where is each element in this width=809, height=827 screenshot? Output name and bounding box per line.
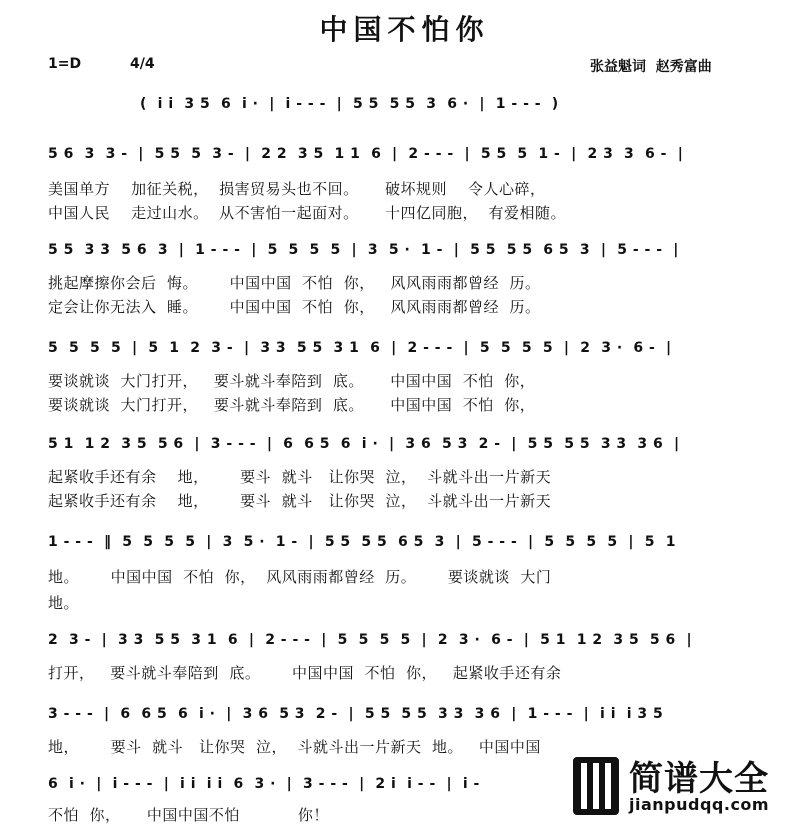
lyrics-line-5-verse-2: 地。 <box>48 594 80 612</box>
lyrics-line-1-verse-1: 美国单方 加征关税， 损害贸易头也不回。 破坏规则 令人心碎， <box>48 180 546 198</box>
watermark-brand: 简谱大全 <box>629 759 769 799</box>
credits: 张益魁词 赵秀富曲 <box>590 59 712 75</box>
piano-keys-icon <box>573 757 619 815</box>
lyrics-line-3-verse-1: 要谈就谈 大门打开， 要斗就斗奉陪到 底。 中国中国 不怕 你， <box>48 372 536 390</box>
lyrics-line-2-verse-2: 定会让你无法入 睡。 中国中国 不怕 你， 风风雨雨都曾经 历。 <box>48 298 541 316</box>
lyrics-line-2-verse-1: 挑起摩擦你会后 悔。 中国中国 不怕 你， 风风雨雨都曾经 历。 <box>48 274 541 292</box>
lyrics-line-5-verse-1: 地。 中国中国 不怕 你， 风风雨雨都曾经 历。 要谈就谈 大门 <box>48 568 552 586</box>
key-signature: 1=D <box>48 56 82 72</box>
notes-line-3: 5 5 5 5 | 5 1 2 3 - | 3 3 5 5 3 1 6 | 2 - - - | 5 5 5 5 | 2 3 · 6 - | <box>48 340 672 356</box>
notes-line-5: 1 - - - ‖ 5 5 5 5 | 3 5 · 1 - | 5 5 5 5 6 5 3 | 5 - - - | 5 5 5 5 | 5 1 <box>48 534 676 550</box>
notes-line-1: 5 6 3 3 - | 5 5 5 3 - | 2 2 3 5 1 1 6 | 2 - - - | 5 5 5 1 - | 2 3 3 6 - | <box>48 146 684 162</box>
lyrics-line-6: 打开， 要斗就斗奉陪到 底。 中国中国 不怕 你， 起紧收手还有余 <box>48 664 562 682</box>
song-title: 中国不怕你 <box>319 13 490 46</box>
time-signature: 4/4 <box>130 56 155 72</box>
watermark-url: jianpudqq.com <box>629 795 770 814</box>
lyrics-line-4-verse-2: 起紧收手还有余 地， 要斗 就斗 让你哭 泣， 斗就斗出一片新天 <box>48 492 552 510</box>
lyrics-line-4-verse-1: 起紧收手还有余 地， 要斗 就斗 让你哭 泣， 斗就斗出一片新天 <box>48 468 552 486</box>
notes-line-8: 6 i · | i - - - | i i i i 6 3 · | 3 - - - | 2 i i - - | i - <box>48 776 480 792</box>
intro-notes: ( i i 3 5 6 i · | i - - - | 5 5 5 5 3 6 · | 1 - - - ) <box>140 96 559 112</box>
notes-line-2: 5 5 3 3 5 6 3 | 1 - - - | 5 5 5 5 | 3 5 · 1 - | 5 5 5 5 6 5 3 | 5 - - - | <box>48 242 679 258</box>
notes-line-6: 2 3 - | 3 3 5 5 3 1 6 | 2 - - - | 5 5 5 5 | 2 3 · 6 - | 5 1 1 2 3 5 5 6 | <box>48 632 693 648</box>
notes-line-7: 3 - - - | 6 6 5 6 i · | 3 6 5 3 2 - | 5 5 5 5 3 3 3 6 | 1 - - - | i i i 3 5 <box>48 706 664 722</box>
site-watermark <box>573 751 803 821</box>
lyrics-line-1-verse-2: 中国人民 走过山水。 从不害怕一起面对。 十四亿同胞， 有爱相随。 <box>48 204 566 222</box>
notes-line-4: 5 1 1 2 3 5 5 6 | 3 - - - | 6 6 5 6 i · | 3 6 5 3 2 - | 5 5 5 5 3 3 3 6 | <box>48 436 680 452</box>
lyrics-line-3-verse-2: 要谈就谈 大门打开， 要斗就斗奉陪到 底。 中国中国 不怕 你， <box>48 396 536 414</box>
lyrics-line-7: 地， 要斗 就斗 让你哭 泣， 斗就斗出一片新天 地。 中国中国 <box>48 738 541 756</box>
lyrics-line-8: 不怕 你， 中国中国不怕 你！ <box>48 806 329 824</box>
